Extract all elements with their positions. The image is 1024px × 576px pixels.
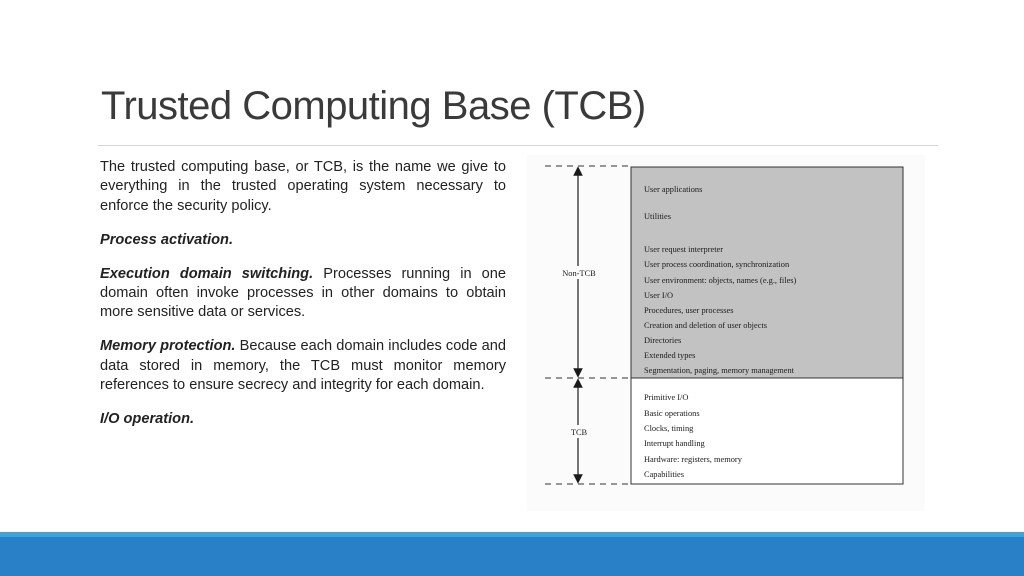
layer-label: Extended types	[644, 351, 696, 360]
bullet-text: Because each domain includes code and data stored in memory, the TCB must monitor memory references to ensure secrecy and integrity for each domain.	[100, 338, 507, 394]
title-divider	[98, 145, 938, 146]
bullet-process-activation	[100, 231, 506, 250]
layer-label: Procedures, user processes	[644, 306, 734, 315]
layer-label: User applications	[644, 185, 703, 194]
layer-label: User environment: objects, names (e.g., files)	[644, 276, 797, 285]
bullet-heading: Execution domain switching.	[100, 265, 314, 282]
layer-label: Segmentation, paging, memory management	[644, 366, 795, 375]
layer-label: Basic operations	[644, 409, 700, 418]
layer-label: Creation and deletion of user objects	[644, 321, 768, 330]
footer-bar	[0, 537, 1024, 576]
bullet-heading: Memory protection.	[100, 338, 236, 355]
slide-title: Trusted Computing Base (TCB)	[101, 84, 646, 128]
layer-label: Clocks, timing	[644, 424, 694, 433]
tcb-diagram-svg	[527, 155, 925, 511]
layer-label: User request interpreter	[644, 245, 724, 254]
layer-label: User process coordination, synchronization	[644, 260, 790, 269]
bullet-heading: Process activation.	[100, 231, 234, 248]
layer-label: Primitive I/O	[644, 393, 689, 402]
slide-body	[100, 158, 506, 444]
layer-label: Interrupt handling	[644, 439, 705, 448]
tcb-diagram	[527, 155, 925, 511]
layer-label: User I/O	[644, 291, 674, 300]
bullet-text: Processes running in one domain often invoke processes in other domains to obtain more sensitive data or services.	[100, 265, 507, 321]
layer-label: Capabilities	[644, 470, 685, 479]
non-tcb-label: Non-TCB	[562, 269, 596, 278]
bullet-heading: I/O operation.	[100, 411, 195, 428]
non-tcb-block	[631, 167, 903, 378]
bullet-execution-domain-switching	[100, 265, 506, 323]
bullet-memory-protection	[100, 337, 506, 395]
tcb-label: TCB	[570, 428, 588, 437]
layer-label: Directories	[644, 336, 682, 345]
layer-label: Utilities	[644, 212, 671, 221]
intro-paragraph: The trusted computing base, or TCB, is the name we give to everything in the trusted operating system necessary to enforce the security policy.	[100, 159, 506, 214]
layer-label: Hardware: registers, memory	[644, 455, 742, 464]
bullet-io-operation	[100, 410, 506, 429]
